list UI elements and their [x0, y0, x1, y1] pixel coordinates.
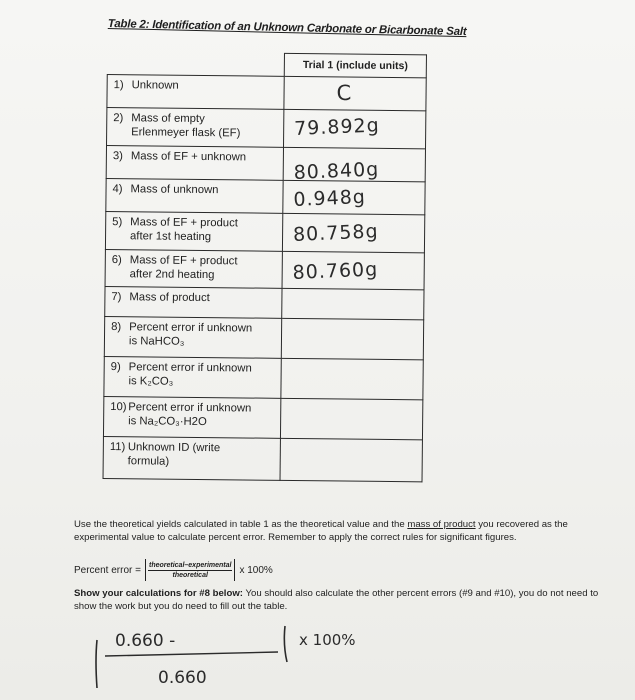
row-value-cell [283, 180, 425, 214]
row-label [104, 356, 281, 398]
column-header: Trial 1 (include units) [284, 53, 426, 77]
instruction-text-a: Use the theoretical yields calculated in table 1 as the theoretical value and the [74, 519, 408, 530]
row-label-text-2: is K₂CO₃ [128, 375, 174, 388]
row-value-cell [280, 398, 422, 439]
row-value-cell [282, 251, 424, 289]
fraction-line [105, 652, 278, 656]
row-label-text: Unknown [131, 79, 179, 92]
table-row [106, 146, 425, 182]
row-label [107, 75, 284, 110]
table-row [105, 249, 424, 289]
table-header-row [107, 52, 426, 78]
row-label-text: Percent error if unknown [129, 321, 253, 335]
handwritten-times: x 100% [299, 631, 356, 649]
row-number: 9) [110, 361, 121, 374]
row-label [105, 211, 282, 251]
row-label-text-2: Erlenmeyer flask (EF) [131, 126, 241, 140]
row-number: 4) [112, 183, 123, 196]
formula-multiplier: x 100% [239, 564, 273, 576]
table-row [106, 178, 425, 214]
row-label-text: Mass of unknown [130, 183, 219, 197]
table-title: Table 2: Identification of an Unknown Carbonate or Bicarbonate Salt [107, 18, 467, 39]
row-label-text: Mass of EF + unknown [130, 150, 247, 164]
row-value-cell [282, 288, 424, 319]
row-label [105, 249, 282, 288]
row-label-text: Mass of EF + product [129, 254, 238, 268]
table-row [105, 211, 424, 252]
row-label-text-2: after 2nd heating [129, 268, 215, 282]
row-number: 8) [111, 321, 122, 334]
row-label-text: Mass of EF + product [130, 216, 238, 230]
row-label [105, 286, 282, 318]
handwritten-value: C [336, 80, 353, 106]
row-number: 6) [111, 254, 122, 267]
row-label-text: Mass of product [129, 291, 210, 305]
row-number: 11) [109, 441, 126, 454]
formula-denominator: theoretical [172, 571, 208, 579]
row-label-text: Unknown ID (write [127, 441, 221, 455]
row-value-cell [281, 318, 423, 359]
row-number: 10) [110, 401, 127, 414]
row-value-cell [280, 438, 422, 481]
abs-bar-left [96, 640, 97, 688]
table-row [107, 108, 426, 149]
row-label [106, 178, 283, 213]
row-label [103, 396, 280, 438]
row-number: 1) [113, 79, 124, 92]
handwritten-denominator: 0.660 [158, 668, 207, 688]
calc-instructions-rest: You should also calculate the other percent errors (#9 and #10), you do not need to show the work but you do need to fill out the table. [74, 588, 599, 612]
table-row [104, 316, 423, 359]
row-label [104, 316, 281, 358]
data-table [103, 51, 427, 482]
row-label-text-2: formula) [127, 455, 170, 468]
handwritten-value: 80.760g [292, 258, 379, 284]
percent-error-formula [74, 559, 273, 581]
row-value-cell [281, 358, 423, 399]
row-label-text: Mass of empty [131, 112, 205, 126]
row-label-text-2: after 1st heating [129, 230, 212, 244]
table-row [105, 286, 424, 319]
formula-label: Percent error = [74, 564, 141, 576]
table-row [103, 396, 422, 439]
row-label-text-2: is NaHCO₃ [128, 335, 185, 348]
row-number: 5) [112, 216, 123, 229]
row-label [106, 146, 283, 181]
handwritten-value: 0.948g [292, 185, 367, 211]
handwritten-numerator: 0.660 - [115, 631, 176, 651]
row-number: 2) [113, 112, 124, 125]
instruction-text-b: you recovered as the experimental value to calculate percent error. Remember to apply the correct rules for significant figures. [74, 519, 568, 543]
row-label-text-2: is Na₂CO₃·H2O [128, 415, 207, 429]
calculation-instructions [74, 587, 614, 613]
handwritten-value: 79.892g [293, 114, 381, 140]
row-value-cell [284, 109, 426, 148]
table-row [104, 356, 423, 399]
row-value-cell [282, 213, 424, 252]
row-label [103, 436, 280, 480]
abs-bar-right [284, 626, 287, 662]
calc-instructions-bold: Show your calculations for #8 below: [74, 588, 243, 599]
row-value-cell [284, 76, 426, 110]
row-label-text: Percent error if unknown [128, 401, 252, 415]
instruction-paragraph [74, 518, 614, 544]
table-row [103, 436, 422, 481]
table-row [107, 75, 426, 111]
formula-numerator: theoretical–experimental [148, 561, 232, 569]
row-number: 7) [111, 291, 122, 304]
row-value-cell [283, 147, 425, 184]
row-label-text: Percent error if unknown [128, 361, 252, 375]
row-label [107, 108, 284, 148]
instruction-underlined: mass of product [407, 519, 476, 530]
row-number: 3) [112, 150, 124, 163]
handwritten-value: 80.840g [293, 158, 380, 184]
handwritten-value: 80.758g [292, 220, 380, 246]
